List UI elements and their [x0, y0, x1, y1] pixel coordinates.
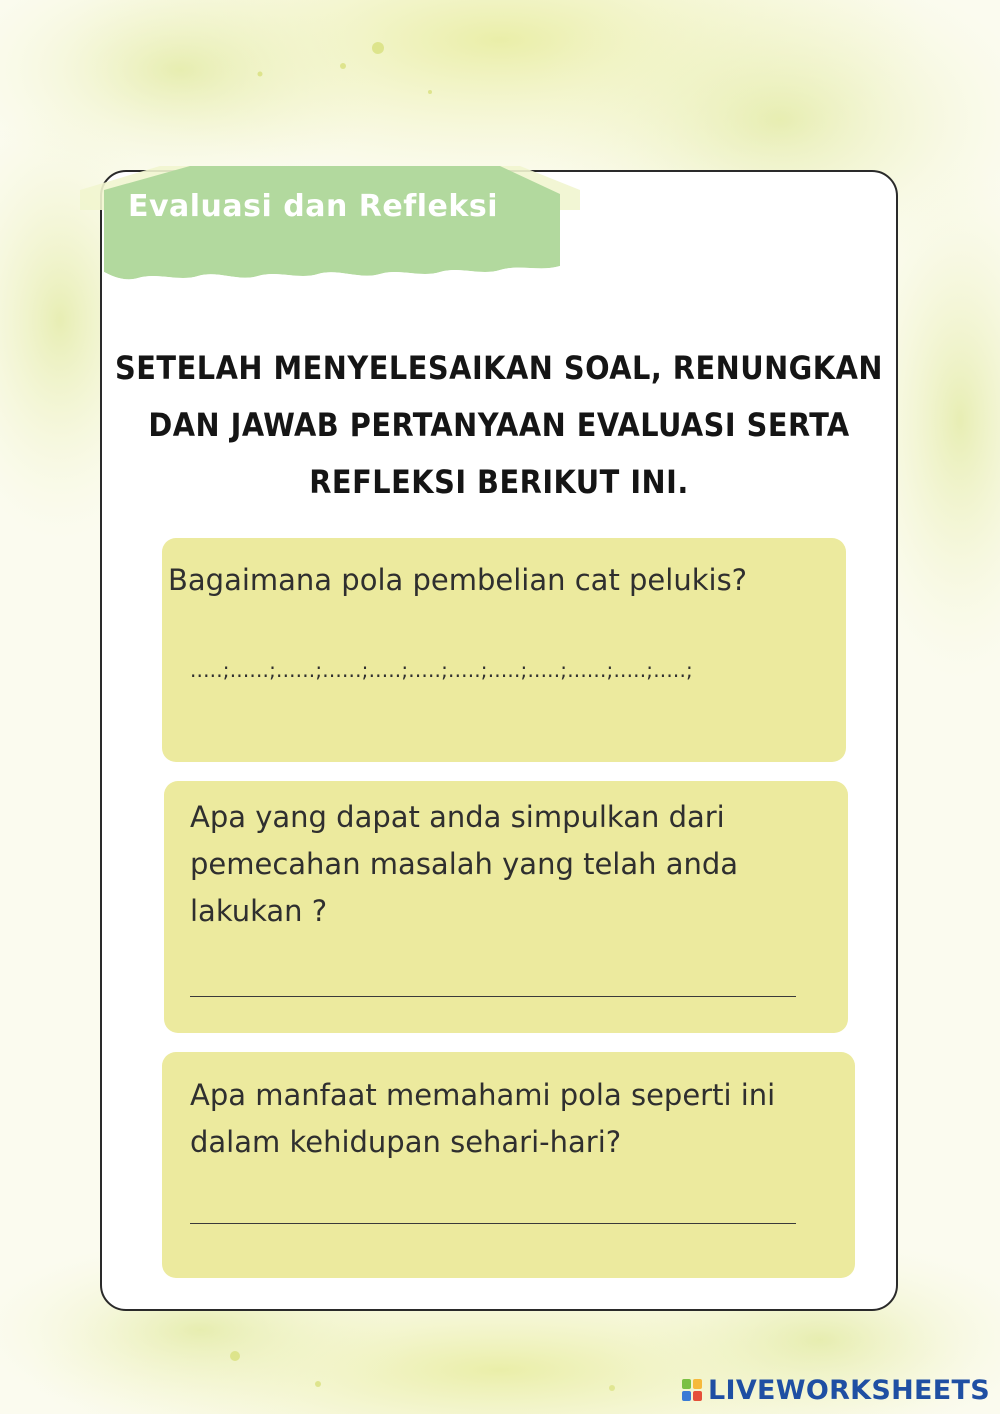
question-3-answer-field[interactable]: [190, 1223, 796, 1224]
question-3-text: Apa manfaat memahami pola seperti ini dalam kehidupan sehari-hari?: [190, 1078, 776, 1159]
tab-title: Evaluasi dan Refleksi: [127, 189, 498, 224]
liveworksheets-brand: [682, 1372, 990, 1408]
brand-name: LIVEWORKSHEETS: [707, 1374, 990, 1406]
liveworksheets-logo-icon: [682, 1379, 702, 1401]
question-2-answer-field[interactable]: [190, 996, 796, 997]
question-1-text: Bagaimana pola pembelian cat pelukis?: [168, 563, 748, 597]
instruction-text: SETELAH MENYELESAIKAN SOAL, RENUNGKAN DAN JAWAB PERTANYAAN EVALUASI SERTA REFLEKSI BERIKUT INI.: [115, 349, 883, 501]
question-2-text: Apa yang dapat anda simpulkan dari pemecahan masalah yang telah anda lakukan ?: [190, 800, 739, 928]
question-1-answer-field[interactable]: .....;......;......;......;.....;.....;.....;.....;.....;......;.....;.....;: [190, 658, 693, 682]
